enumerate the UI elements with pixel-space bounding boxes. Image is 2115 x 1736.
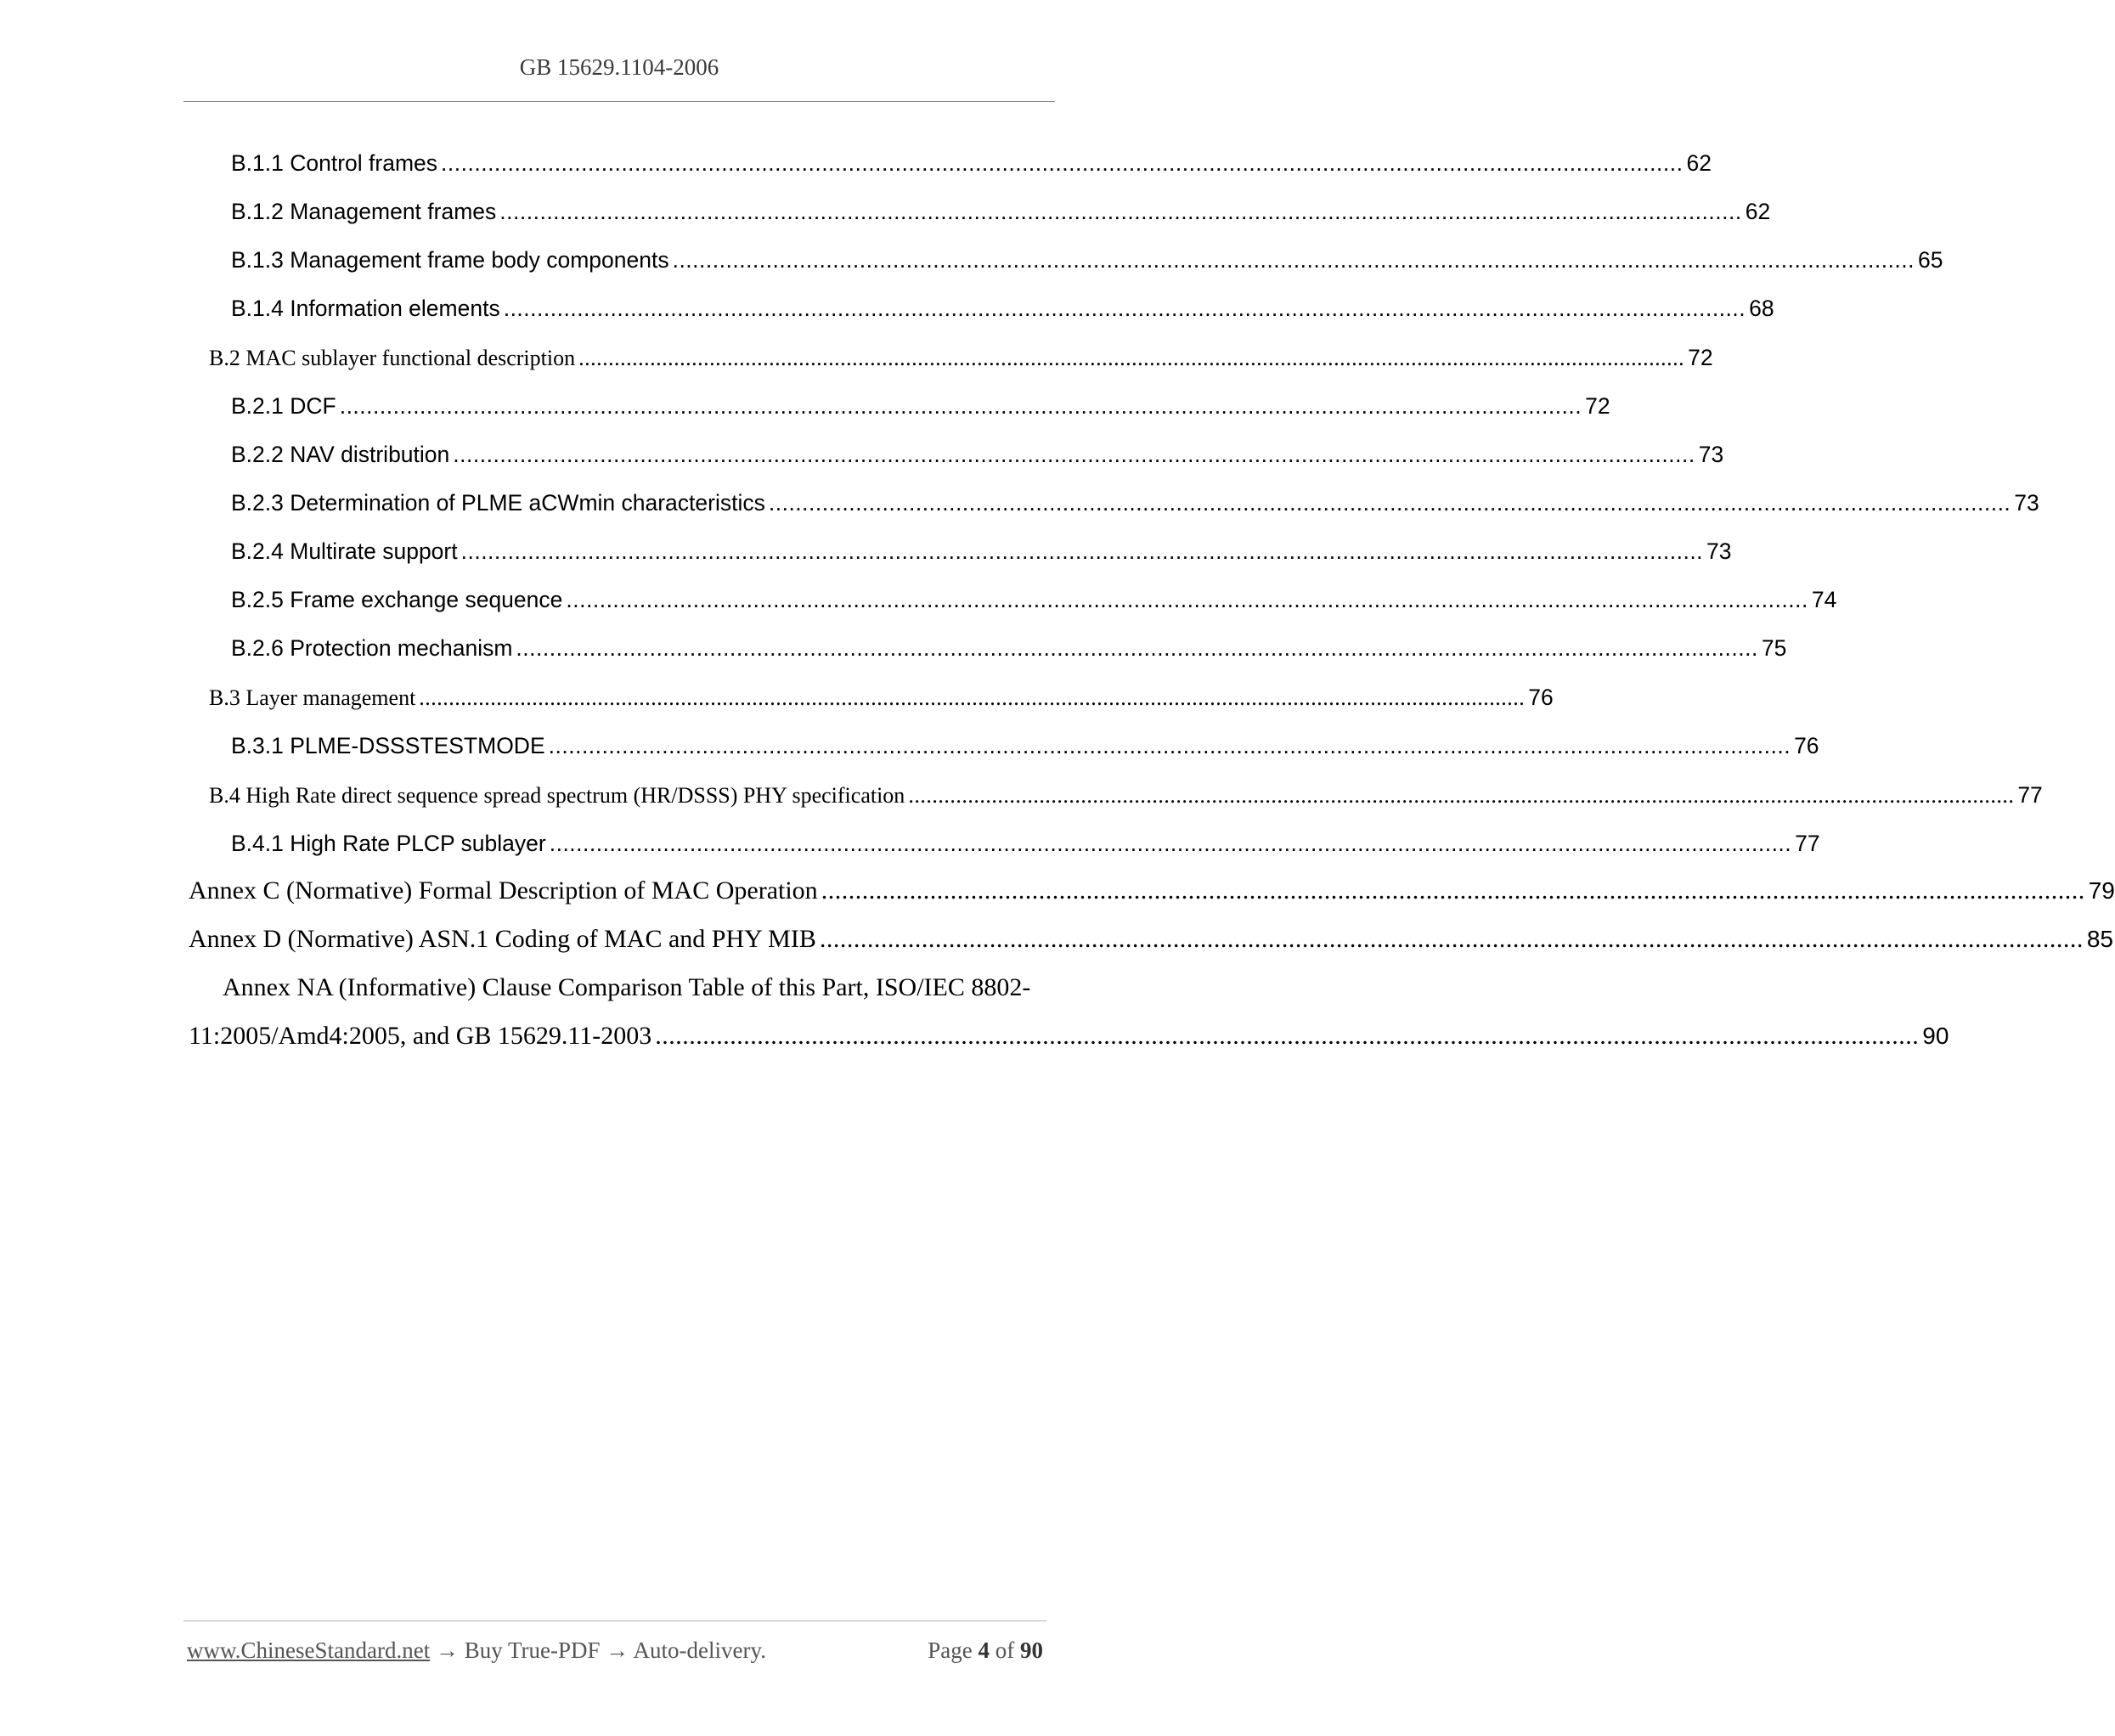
toc-entry-title: B.1.1 Control frames: [231, 150, 438, 176]
toc-entry-title: B.2.3 Determination of PLME aCWmin characteristics: [231, 490, 765, 516]
toc-entry-page: 72: [1585, 393, 1610, 419]
toc-entry-page: 72: [1688, 345, 1713, 370]
toc-entry-page: 73: [1698, 442, 1724, 467]
toc-entry-line2: [189, 1022, 1949, 1051]
toc-entry-title: B.2.4 Multirate support: [231, 538, 458, 564]
page-total: 90: [1020, 1637, 1043, 1663]
page-label: Page: [928, 1637, 973, 1663]
page-indicator: [928, 1637, 1043, 1664]
toc-entry-page: 62: [1745, 199, 1771, 224]
header-divider: [183, 101, 1055, 102]
toc-entry[interactable]: [231, 587, 1837, 613]
toc-leader: ..........................................................................................................................................................................................: [499, 199, 1742, 224]
toc-entry-page: 75: [1761, 635, 1787, 661]
toc-entry-title: B.2.2 NAV distribution: [231, 442, 450, 467]
toc-entry[interactable]: [231, 442, 1724, 468]
toc-entry-title: B.2 MAC sublayer functional description: [209, 346, 576, 370]
toc-entry-title: B.1.2 Management frames: [231, 199, 497, 224]
page-of: of: [995, 1637, 1015, 1663]
toc-entry-title: B.2.5 Frame exchange sequence: [231, 587, 563, 612]
page-footer: [187, 1637, 1043, 1664]
document-code: GB 15629.1104-2006: [519, 54, 719, 80]
toc-leader: ..........................................................................................................................................................................................: [503, 296, 1746, 321]
toc-leader: ..........................................................................................................................................................................................: [655, 1022, 1920, 1050]
toc-entry-title: B.2.6 Protection mechanism: [231, 635, 513, 661]
toc-leader: ..........................................................................................................................................................................................: [419, 685, 1526, 710]
toc-entry-page: 62: [1686, 150, 1712, 176]
toc-leader: ..........................................................................................................................................................................................: [548, 733, 1791, 758]
toc-entry-title-line1: Annex NA (Informative) Clause Comparison Table of this Part, ISO/IEC 8802-: [223, 973, 1031, 1001]
toc-leader: ..........................................................................................................................................................................................: [768, 490, 2011, 516]
toc-entry-page: 68: [1749, 296, 1774, 321]
toc-entry[interactable]: [231, 247, 1943, 273]
toc-leader: ..........................................................................................................................................................................................: [516, 635, 1758, 661]
toc-entry[interactable]: [209, 685, 1554, 711]
toc-entry-title: B.4 High Rate direct sequence spread spectrum (HR/DSSS) PHY specification: [209, 783, 905, 808]
toc-entry-title: B.3.1 PLME-DSSSTESTMODE: [231, 733, 545, 758]
toc-entry-page: 76: [1794, 733, 1819, 758]
toc-leader: ..........................................................................................................................................................................................: [549, 831, 1792, 856]
toc-entry[interactable]: [231, 490, 2039, 516]
toc-entry-title: B.1.4 Information elements: [231, 296, 500, 321]
toc-entry-title: B.4.1 High Rate PLCP sublayer: [231, 831, 546, 856]
toc-entry-page: 77: [2017, 782, 2043, 808]
toc-entry[interactable]: [231, 635, 1787, 662]
toc-entry-page: 73: [2014, 490, 2039, 516]
promo-text: → Buy True-PDF → Auto-delivery.: [430, 1637, 766, 1663]
toc-entry-title: B.1.3 Management frame body components: [231, 247, 669, 273]
toc-entry[interactable]: [189, 876, 2115, 905]
footer-divider: [183, 1620, 1046, 1621]
toc-leader: ..........................................................................................................................................................................................: [821, 876, 2085, 905]
toc-entry[interactable]: [231, 296, 1774, 322]
footer-promo: [187, 1637, 766, 1664]
toc-entry-title: B.2.1 DCF: [231, 393, 336, 419]
toc-entry[interactable]: [231, 538, 1732, 565]
toc-entry-page: 74: [1811, 587, 1837, 612]
toc-entry-title: Annex C (Normative) Formal Description of MAC Operation: [189, 876, 818, 905]
toc-entry-title: B.3 Layer management: [209, 685, 416, 710]
toc-entry-page: 73: [1706, 538, 1732, 564]
toc-leader: ..........................................................................................................................................................................................: [908, 783, 2015, 808]
toc-entry[interactable]: [189, 925, 2114, 954]
toc-entry[interactable]: [231, 150, 1712, 177]
toc-entry[interactable]: [231, 831, 1820, 857]
toc-leader: ..........................................................................................................................................................................................: [453, 442, 1695, 467]
toc-leader: ..........................................................................................................................................................................................: [441, 150, 1684, 176]
toc-entry-page: 77: [1795, 831, 1820, 856]
toc-entry-page: 85: [2086, 926, 2114, 952]
toc-leader: ..........................................................................................................................................................................................: [578, 346, 1685, 370]
toc-entry[interactable]: [231, 393, 1610, 420]
toc-entry-page: 76: [1528, 685, 1554, 710]
page-current: 4: [978, 1637, 990, 1663]
toc-entry[interactable]: [209, 782, 2043, 809]
toc-entry-page: 90: [1922, 1023, 1949, 1049]
toc-entry-page: 79: [2088, 877, 2115, 904]
toc-leader: ..........................................................................................................................................................................................: [819, 925, 2084, 953]
toc-entry-title-line2: 11:2005/Amd4:2005, and GB 15629.11-2003: [189, 1022, 652, 1050]
toc-entry[interactable]: [209, 345, 1713, 371]
toc-entry-title: Annex D (Normative) ASN.1 Coding of MAC and PHY MIB: [189, 925, 816, 953]
toc-entry[interactable]: [231, 733, 1819, 759]
toc-leader: ..........................................................................................................................................................................................: [460, 538, 1704, 564]
toc-entry-page: 65: [1918, 247, 1943, 273]
toc-leader: ..........................................................................................................................................................................................: [339, 393, 1582, 419]
toc-leader: ..........................................................................................................................................................................................: [672, 247, 1915, 273]
toc-leader: ..........................................................................................................................................................................................: [566, 587, 1808, 612]
toc-entry[interactable]: [231, 199, 1771, 225]
site-link[interactable]: www.ChineseStandard.net: [187, 1637, 431, 1663]
